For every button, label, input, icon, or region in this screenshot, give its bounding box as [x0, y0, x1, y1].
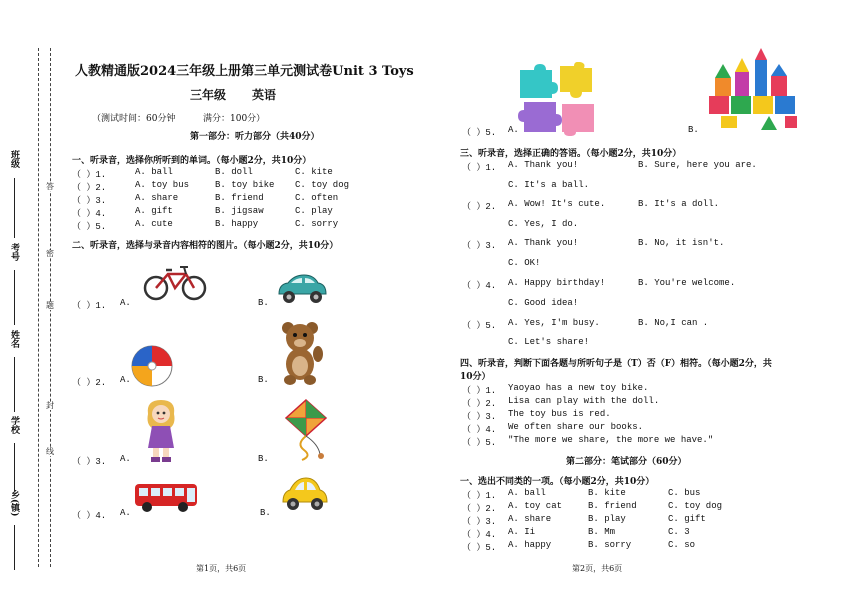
q3-option-c: C. Good idea!: [508, 298, 579, 308]
toy-car-picture: [276, 272, 328, 306]
p2q1-option-b: B. kite: [588, 488, 626, 498]
q4-heading: 四、听录音，判断下面各题与所听句子是（T）否（F）相符。（每小题2分，共: [460, 359, 772, 369]
p2q1-option-b: B. sorry: [588, 540, 632, 550]
q3-num: （ ）5.: [462, 321, 497, 331]
q3-option-a: A. Yes, I'm busy.: [508, 318, 600, 328]
q4-sentence: "The more we share, the more we have.": [508, 435, 714, 445]
q2-option-b: B.: [258, 298, 269, 308]
p2q1-num: （ ）3.: [462, 517, 497, 527]
q1-option-b: B. friend: [215, 193, 264, 203]
building-blocks-picture: [705, 46, 801, 136]
q4-sentence: We often share our books.: [508, 422, 644, 432]
q4-heading-cont: 10分）: [460, 372, 491, 382]
q1-num: （ ）4.: [72, 209, 107, 219]
q2-num: （ ）4.: [72, 511, 107, 521]
q1-option-c: C. sorry: [295, 219, 339, 229]
q3-option-c: C. It's a ball.: [508, 180, 590, 190]
q4-num: （ ）1.: [462, 386, 497, 396]
q3-num: （ ）1.: [462, 163, 497, 173]
q1-option-a: A. share: [135, 193, 179, 203]
p2q1-option-a: A. share: [508, 514, 552, 524]
field-exam-no: 考号: [9, 243, 19, 261]
part2-q1-heading: 一、选出不同类的一项。（每小题2分，共10分）: [460, 477, 655, 487]
q2-option-b: B.: [258, 454, 269, 464]
seal-char-4: 封: [46, 401, 54, 410]
q1-option-c: C. kite: [295, 167, 333, 177]
p2q1-option-c: C. so: [668, 540, 696, 550]
p2q1-option-b: B. play: [588, 514, 626, 524]
part1-heading: 第一部分：听力部分（共40分）: [190, 132, 320, 142]
q1-option-c: C. play: [295, 206, 333, 216]
q3-num: （ ）3.: [462, 241, 497, 251]
bike-picture: [142, 262, 208, 302]
q2-num: （ ）5.: [462, 128, 497, 138]
p2q1-option-c: C. bus: [668, 488, 701, 498]
q2-option-a: A.: [120, 298, 131, 308]
field-school: 学校: [9, 416, 19, 434]
q3-option-a: A. Thank you!: [508, 238, 579, 248]
p2q1-option-c: C. toy dog: [668, 501, 723, 511]
footer-left: 第1页，共6页: [196, 564, 247, 573]
q3-option-c: C. Let's share!: [508, 337, 590, 347]
p2q1-option-c: C. 3: [668, 527, 690, 537]
q1-option-a: A. cute: [135, 219, 173, 229]
q1-option-b: B. doll: [215, 167, 253, 177]
part2-heading: 第二部分：笔试部分（60分）: [566, 457, 687, 467]
q3-num: （ ）4.: [462, 281, 497, 291]
field-name-line: [14, 357, 15, 412]
p2q1-option-b: B. friend: [588, 501, 637, 511]
q1-heading: 一、听录音，选择你所听到的单词。（每小题2分，共10分）: [72, 156, 312, 166]
q1-option-b: B. toy bike: [215, 180, 275, 190]
q2-num: （ ）2.: [72, 378, 107, 388]
q3-option-b: B. No, it isn't.: [638, 238, 725, 248]
q4-sentence: Lisa can play with the doll.: [508, 396, 660, 406]
kite-picture: [276, 398, 336, 462]
q4-sentence: Yaoyao has a new toy bike.: [508, 383, 649, 393]
q3-heading: 三、听录音，选择正确的答语。（每小题2分，共10分）: [460, 149, 682, 159]
jigsaw-picture: [516, 62, 598, 136]
q2-option-a: A.: [508, 125, 519, 135]
q3-option-a: A. Happy birthday!: [508, 278, 606, 288]
field-town-line: [14, 525, 15, 570]
q3-option-b: B. No,I can .: [638, 318, 709, 328]
q1-option-b: B. jigsaw: [215, 206, 264, 216]
yellow-car-picture: [280, 474, 330, 514]
q4-num: （ ）2.: [462, 399, 497, 409]
q3-option-c: C. OK!: [508, 258, 541, 268]
footer-right: 第2页，共6页: [572, 564, 623, 573]
field-exam-no-line: [14, 270, 15, 325]
p2q1-option-a: A. toy cat: [508, 501, 563, 511]
q3-option-a: A. Thank you!: [508, 160, 579, 170]
q2-option-b: B.: [260, 508, 271, 518]
field-class-line: [14, 178, 15, 238]
q3-option-b: B. You're welcome.: [638, 278, 736, 288]
q3-option-b: B. Sure, here you are.: [638, 160, 757, 170]
time-info: （测试时间：60分钟: [92, 114, 176, 124]
q2-option-a: A.: [120, 375, 131, 385]
p2q1-option-b: B. Mm: [588, 527, 616, 537]
field-town: 乡(镇): [9, 490, 19, 517]
seal-char-1: 答: [46, 182, 54, 191]
q1-option-a: A. toy bus: [135, 180, 190, 190]
p2q1-option-a: A. ball: [508, 488, 546, 498]
q1-option-b: B. happy: [215, 219, 259, 229]
q3-num: （ ）2.: [462, 202, 497, 212]
seal-char-5: 线: [46, 447, 54, 456]
q2-num: （ ）1.: [72, 301, 107, 311]
q3-option-a: A. Wow! It's cute.: [508, 199, 606, 209]
q1-num: （ ）3.: [72, 196, 107, 206]
q2-option-a: A.: [120, 508, 131, 518]
dash-line-outer: [38, 48, 39, 567]
p2q1-num: （ ）5.: [462, 543, 497, 553]
q2-heading: 二、听录音，选择与录音内容相符的图片。（每小题2分，共10分）: [72, 241, 339, 251]
p2q1-option-c: C. gift: [668, 514, 706, 524]
q4-num: （ ）4.: [462, 425, 497, 435]
q2-num: （ ）3.: [72, 457, 107, 467]
q1-option-c: C. often: [295, 193, 339, 203]
seal-char-2: 密: [46, 249, 54, 258]
q4-num: （ ）3.: [462, 412, 497, 422]
p2q1-num: （ ）1.: [462, 491, 497, 501]
q2-option-a: A.: [120, 454, 131, 464]
q1-num: （ ）2.: [72, 183, 107, 193]
q4-sentence: The toy bus is red.: [508, 409, 611, 419]
q1-option-a: A. ball: [135, 167, 173, 177]
q1-num: （ ）5.: [72, 222, 107, 232]
p2q1-option-a: A. Ii: [508, 527, 536, 537]
bus-picture: [133, 480, 199, 514]
beach-ball-picture: [130, 344, 174, 388]
q3-option-b: B. It's a doll.: [638, 199, 720, 209]
subject-label: 英语: [252, 88, 277, 102]
q3-option-c: C. Yes, I do.: [508, 219, 579, 229]
q1-option-a: A. gift: [135, 206, 173, 216]
q2-option-b: B.: [688, 125, 699, 135]
field-school-line: [14, 443, 15, 491]
doll-picture: [144, 398, 178, 464]
field-class: 班级: [9, 150, 19, 168]
field-name: 姓名: [9, 330, 19, 348]
p2q1-option-a: A. happy: [508, 540, 552, 550]
p2q1-num: （ ）4.: [462, 530, 497, 540]
q1-option-c: C. toy dog: [295, 180, 350, 190]
seal-char-3: 题: [46, 301, 54, 310]
q1-num: （ ）1.: [72, 170, 107, 180]
score-info: 满分：100分）: [203, 114, 266, 124]
q4-num: （ ）5.: [462, 438, 497, 448]
p2q1-num: （ ）2.: [462, 504, 497, 514]
teddy-bear-picture: [278, 320, 324, 386]
page-title: 人教精通版2024三年级上册第三单元测试卷Unit 3 Toys: [75, 64, 414, 79]
grade-label: 三年级: [190, 88, 227, 102]
q2-option-b: B.: [258, 375, 269, 385]
